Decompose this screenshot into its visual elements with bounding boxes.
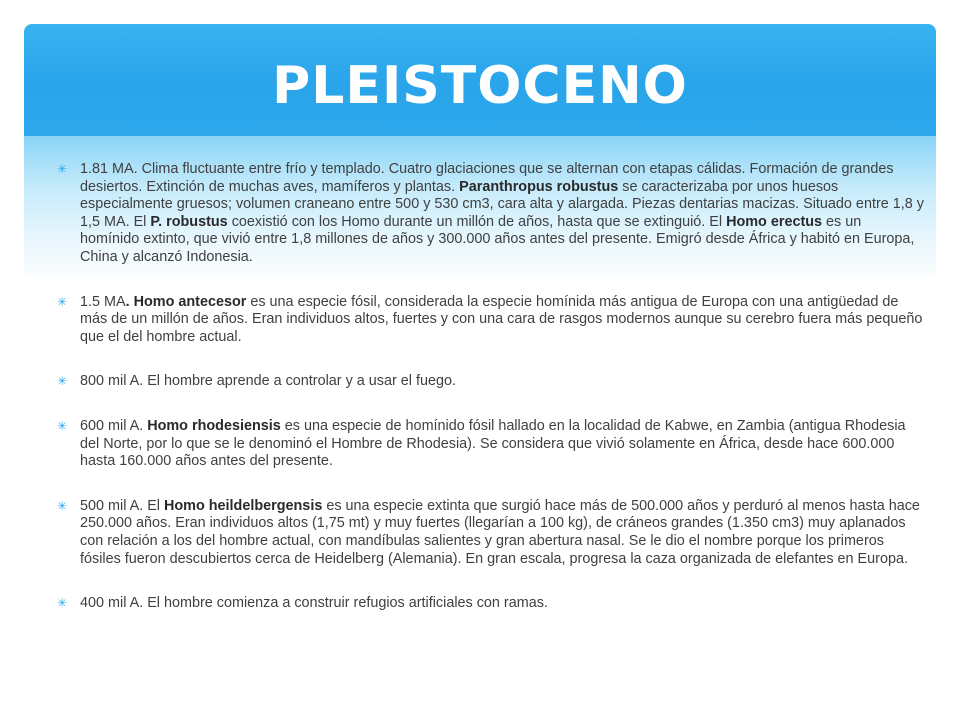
list-item: [54, 418, 924, 471]
asterisk-bullet-icon: ✳: [56, 418, 68, 433]
item-text: 800 mil A. El hombre aprende a controlar y a usar el fuego.: [80, 373, 456, 390]
list-item: [54, 595, 924, 613]
asterisk-bullet-icon: ✳: [56, 162, 68, 176]
list-item: [54, 373, 924, 391]
asterisk-bullet-icon: ✳: [56, 596, 68, 611]
item-text: 600 mil A. Homo rhodesiensis es una especie de homínido fósil hallado en la localidad de Kabwe, en Zambia (antigua Rhodesia del Norte, por lo que se le denominó el Hombre de Rhodesia). Se considera que vivió solamente en África, desde hace 600.000 hasta 160.000 años antes del presente.: [80, 417, 906, 470]
asterisk-bullet-icon: ✳: [56, 374, 68, 389]
slide-title: PLEISTOCENO: [272, 56, 688, 116]
list-item: [54, 294, 924, 347]
item-text: 500 mil A. El Homo heildelbergensis es una especie extinta que surgió hace más de 500.000 años y perduró al menos hasta hace 250.000 años. Eran individuos altos (1,75 mt) y muy fuertes (llegarían a 100 kg), de cráneos grandes (1.350 cm3) muy aplanados con relación a los del hombre actual, con mandíbulas salientes y gran abertura nasal. Se le dio el nombre porque los primeros fósiles fueron descubiertos cerca de Heidelberg (Alemania). En gran escala, progresa la caza organizada de elefantes en Europa.: [80, 497, 920, 567]
item-text: 400 mil A. El hombre comienza a construir refugios artificiales con ramas.: [80, 595, 548, 612]
bullet-list: [54, 161, 924, 640]
asterisk-bullet-icon: ✳: [56, 498, 68, 513]
item-text: 1.81 MA. Clima fluctuante entre frío y templado. Cuatro glaciaciones que se alternan con etapas cálidas. Formación de grandes desiertos. Extinción de muchas aves, mamíferos y plantas. Paranthropus robustus se caracterizaba por unos huesos especialmente gruesos; volumen craneano entre 500 y 530 cm3, cara alta y alargada. Piezas dentarias macizas. Situado entre 1,8 y 1,5 MA. El P. robustus coexistió con los Homo durante un millón de años, hasta que se extinguió. El Homo erectus es un homínido extinto, que vivió entre 1,8 millones de años y 300.000 años antes del presente. Emigró desde África y habitó en Europa, China y alcanzó Indonesia.: [80, 161, 924, 265]
item-text: 1.5 MA. Homo antecesor es una especie fósil, considerada la especie homínida más antigua de Europa con una antigüedad de más de un millón de años. Eran individuos altos, fuertes y con una cara de rasgos modernos aunque su cerebro fuera más pequeño que el del hombre actual.: [80, 293, 923, 345]
list-item: [54, 498, 924, 568]
list-item: [54, 161, 924, 267]
asterisk-bullet-icon: ✳: [56, 294, 68, 309]
